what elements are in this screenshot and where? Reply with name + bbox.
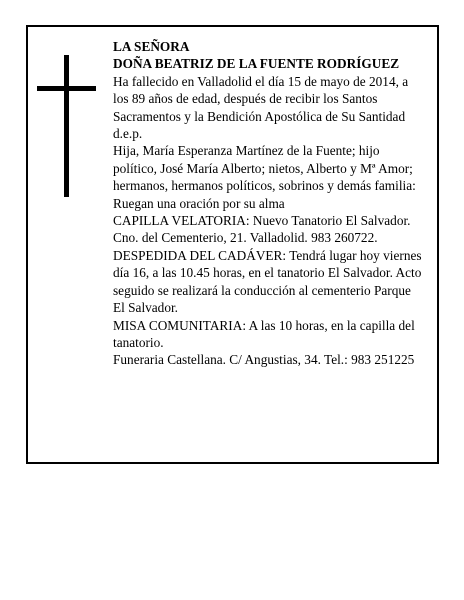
cross-vertical-bar [64, 55, 69, 197]
cross-horizontal-bar [37, 86, 96, 91]
family-list: Hija, María Esperanza Martínez de la Fuente; hijo político, José María Alberto; nietos, Alberto y Mª Amor; hermanos, hermanos políticos, sobrinos y demás familia: [113, 143, 416, 194]
death-announcement: Ha fallecido en Valladolid el día 15 de mayo de 2014, a los 89 años de edad, después de recibir los Santos Sacramentos y la Bendición Apostólica de Su Santidad d.e.p. [113, 73, 409, 142]
notice-title: LA SEÑORA [113, 39, 190, 54]
funeral-home-info: Funeraria Castellana. C/ Angustias, 34. Tel.: 983 251225 [113, 352, 415, 368]
deceased-name: DOÑA BEATRIZ DE LA FUENTE RODRÍGUEZ [113, 56, 400, 72]
prayer-request: Ruegan una oración por su alma [113, 195, 285, 211]
obituary-text [113, 38, 425, 369]
wake-chapel-info: CAPILLA VELATORIA: Nuevo Tanatorio El Salvador. Cno. del Cementerio, 21. Valladolid. 983 260722. [113, 213, 411, 246]
mass-info: MISA COMUNITARIA: A las 10 horas, en la capilla del tanatorio. [113, 317, 415, 350]
farewell-info: DESPEDIDA DEL CADÁVER: Tendrá lugar hoy viernes día 16, a las 10.45 horas, en el tanatorio El Salvador. Acto seguido se realizará la conducción al cementerio Parque El Salvador. [113, 247, 422, 316]
